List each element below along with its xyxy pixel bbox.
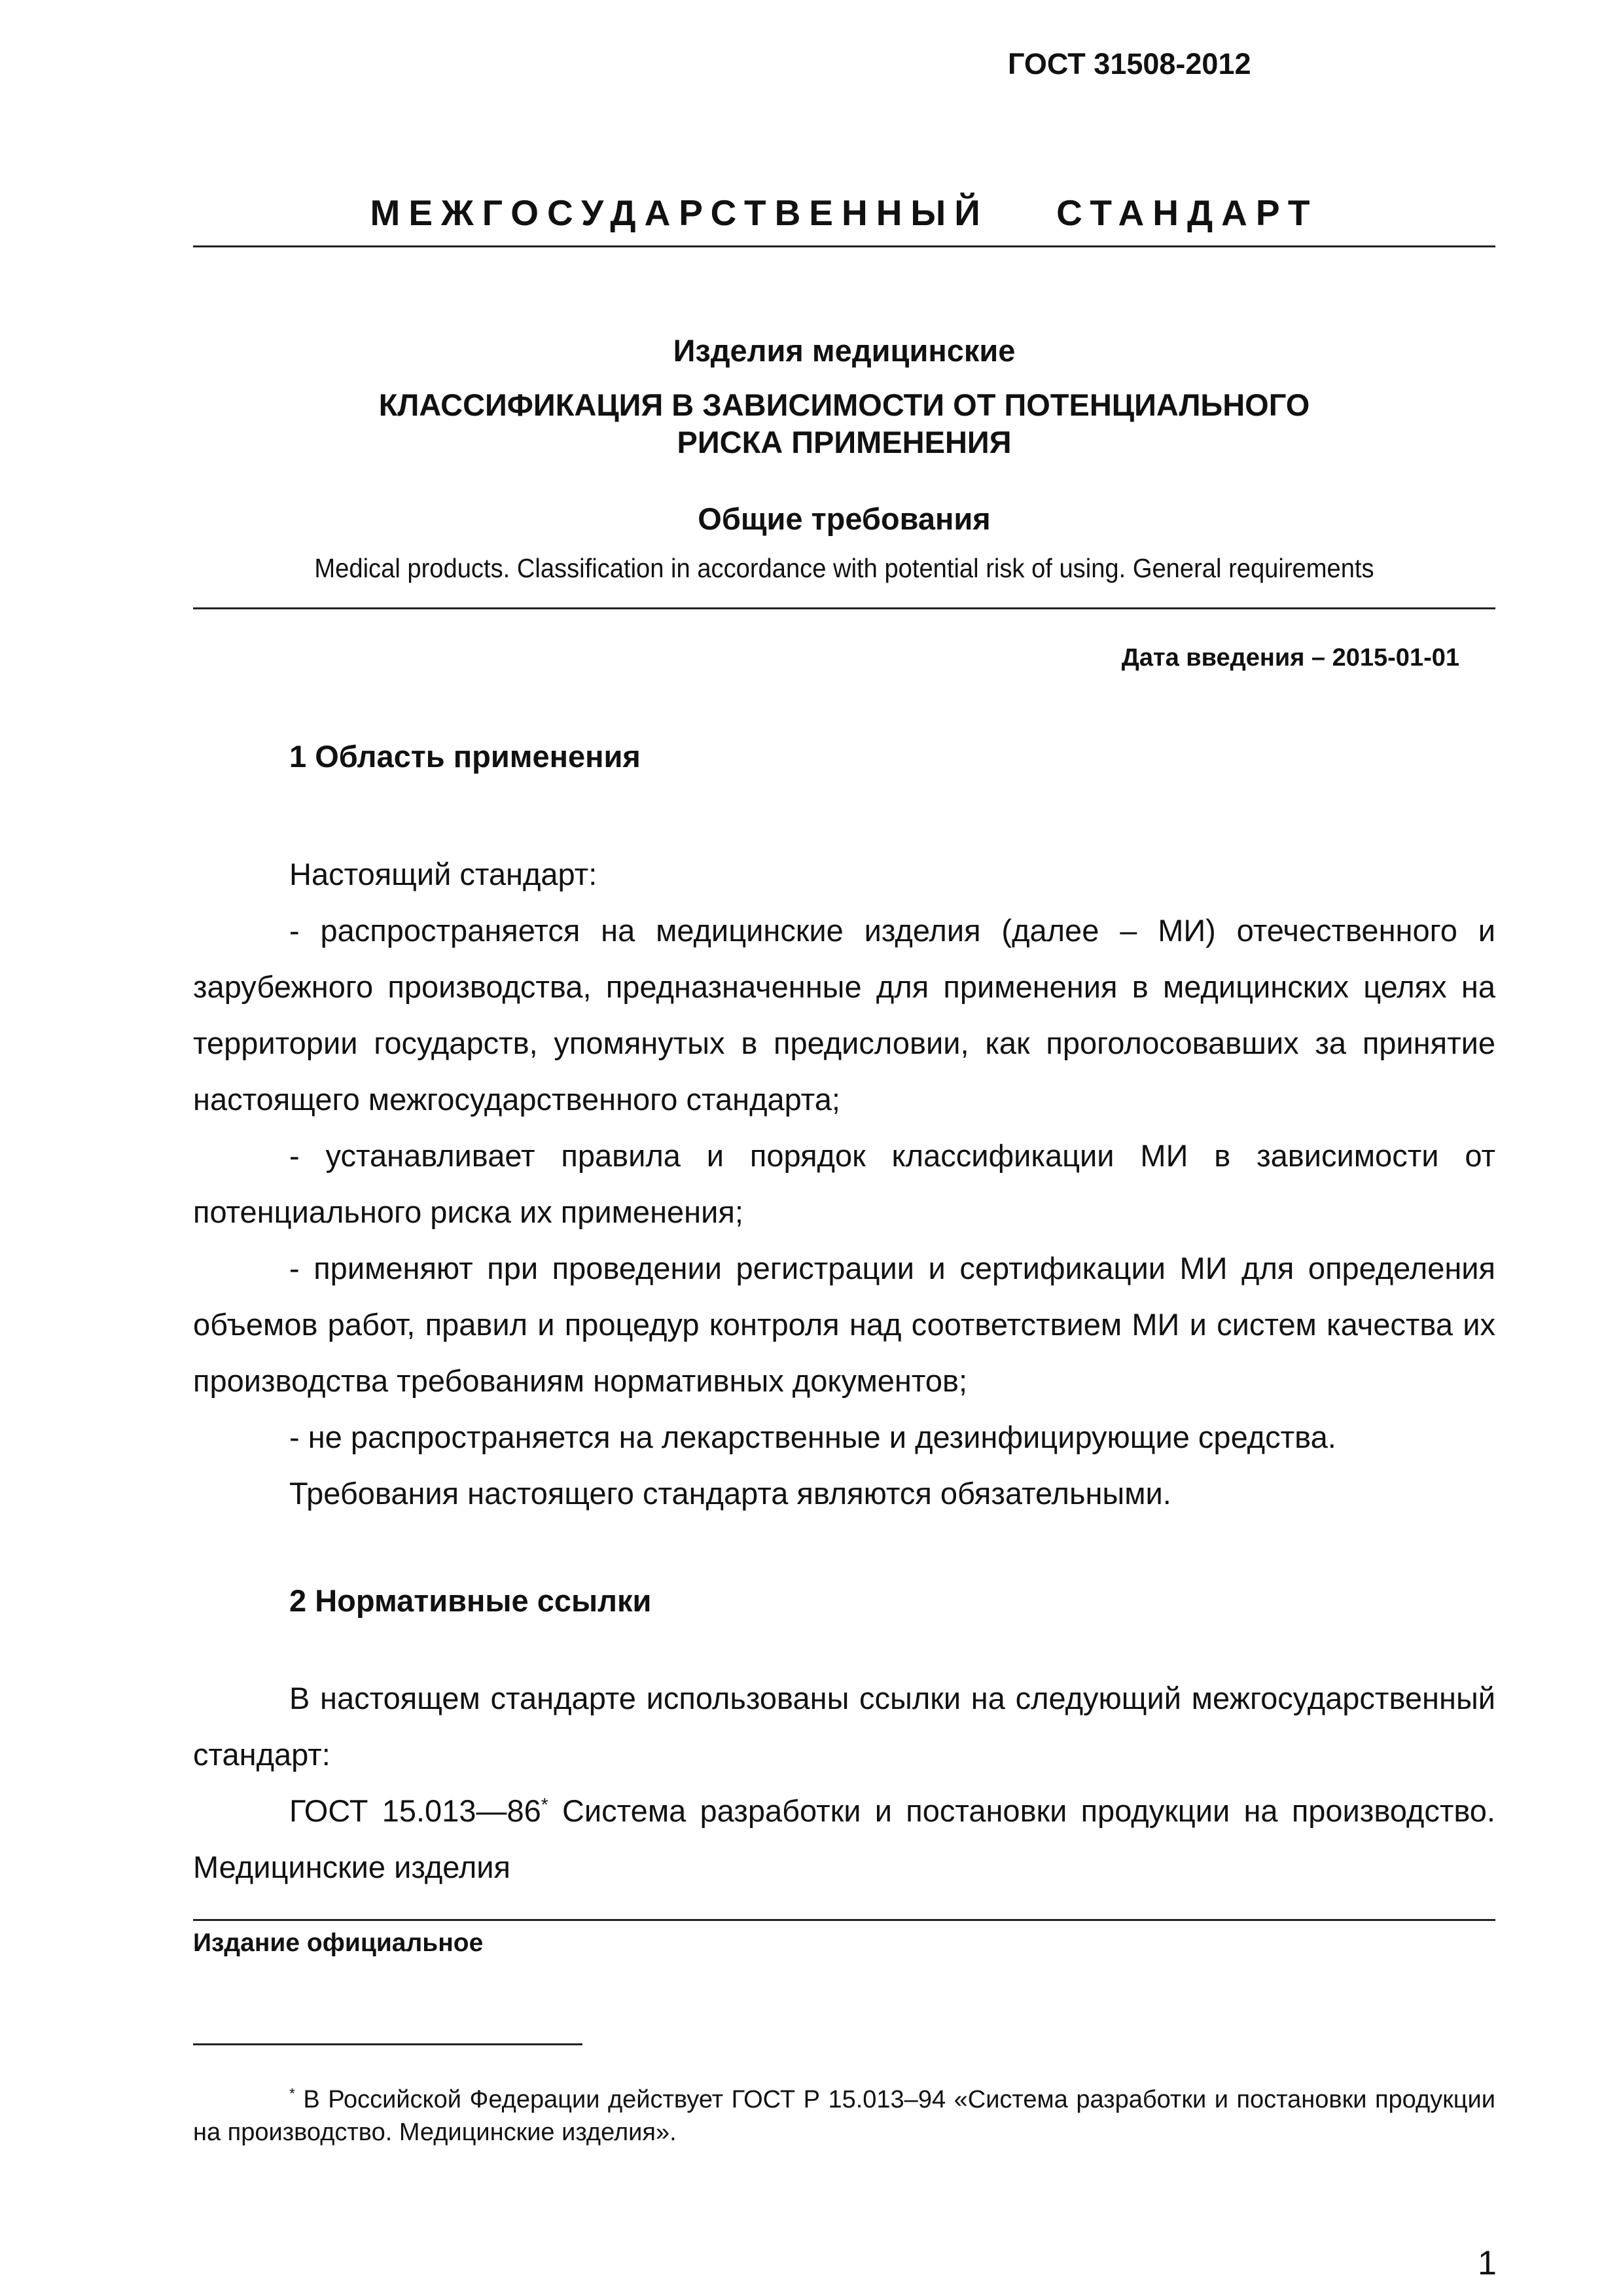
footnote — [193, 2083, 1495, 2149]
classification-line-1: КЛАССИФИКАЦИЯ В ЗАВИСИМОСТИ ОТ ПОТЕНЦИАЛЬНОГО — [378, 387, 1310, 422]
title-divider — [193, 245, 1495, 247]
reference-code: ГОСТ 15.013—86 — [289, 1793, 541, 1828]
english-title: Medical products. Classification in accordance with potential risk of using. General requirements — [314, 553, 1374, 583]
subtitle-divider — [193, 607, 1495, 609]
section-1-closing: Требования настоящего стандарта являются обязательными. — [289, 1476, 1171, 1511]
section-1-heading: 1 Область применения — [289, 739, 641, 774]
general-requirements-title: Общие требования — [698, 501, 991, 536]
classification-title — [193, 386, 1495, 461]
section-2-lead: В настоящем стандарте использованы ссылки на следующий межгосударственный стандарт: — [193, 1681, 1495, 1772]
page-number: 1 — [1478, 2244, 1497, 2282]
section-1-body — [193, 846, 1495, 1522]
classification-line-2: РИСКА ПРИМЕНЕНИЯ — [677, 425, 1012, 459]
section-2-heading: 2 Нормативные ссылки — [289, 1583, 652, 1618]
section-1-item: - применяют при проведении регистрации и сертификации МИ для определения объемов работ, правил и процедур контроля над соответствием МИ и систем качества их производства требованиям нормативных документов; — [193, 1251, 1495, 1398]
section-1-item: - не распространяется на лекарственные и дезинфицирующие средства. — [289, 1420, 1336, 1454]
footnote-text: В Российской Федерации действует ГОСТ Р 15.013–94 «Система разработки и постановки продукции на производство. Медицинские изделия». — [193, 2086, 1495, 2146]
body-end-divider — [193, 1919, 1495, 1921]
section-1-lead: Настоящий стандарт: — [289, 857, 597, 891]
footnote-divider — [193, 2043, 582, 2045]
section-1-item: - распространяется на медицинские изделия (далее – МИ) отечественного и зарубежного производства, предназначенные для применения в медицинских целях на территории государств, упомянутых в предисловии, как проголосовавших за принятие настоящего межгосударственного стандарта; — [193, 913, 1495, 1117]
footnote-mark: * — [289, 2085, 295, 2102]
product-title: Изделия медицинские — [673, 333, 1016, 368]
introduction-date: Дата введения – 2015-01-01 — [1121, 644, 1459, 672]
reference-footnote-mark: * — [541, 1793, 548, 1815]
official-edition-label: Издание официальное — [193, 1929, 484, 1957]
reference-text: Система разработки и постановки продукции на производство. Медицинские изделия — [193, 1793, 1495, 1884]
document-number: ГОСТ 31508-2012 — [1008, 47, 1251, 81]
normative-reference — [193, 1783, 1495, 1895]
standard-title: МЕЖГОСУДАРСТВЕННЫЙ СТАНДАРТ — [370, 192, 1319, 233]
section-2-body — [193, 1670, 1495, 1895]
section-1-item: - устанавливает правила и порядок классификации МИ в зависимости от потенциального риска их применения; — [193, 1138, 1495, 1229]
